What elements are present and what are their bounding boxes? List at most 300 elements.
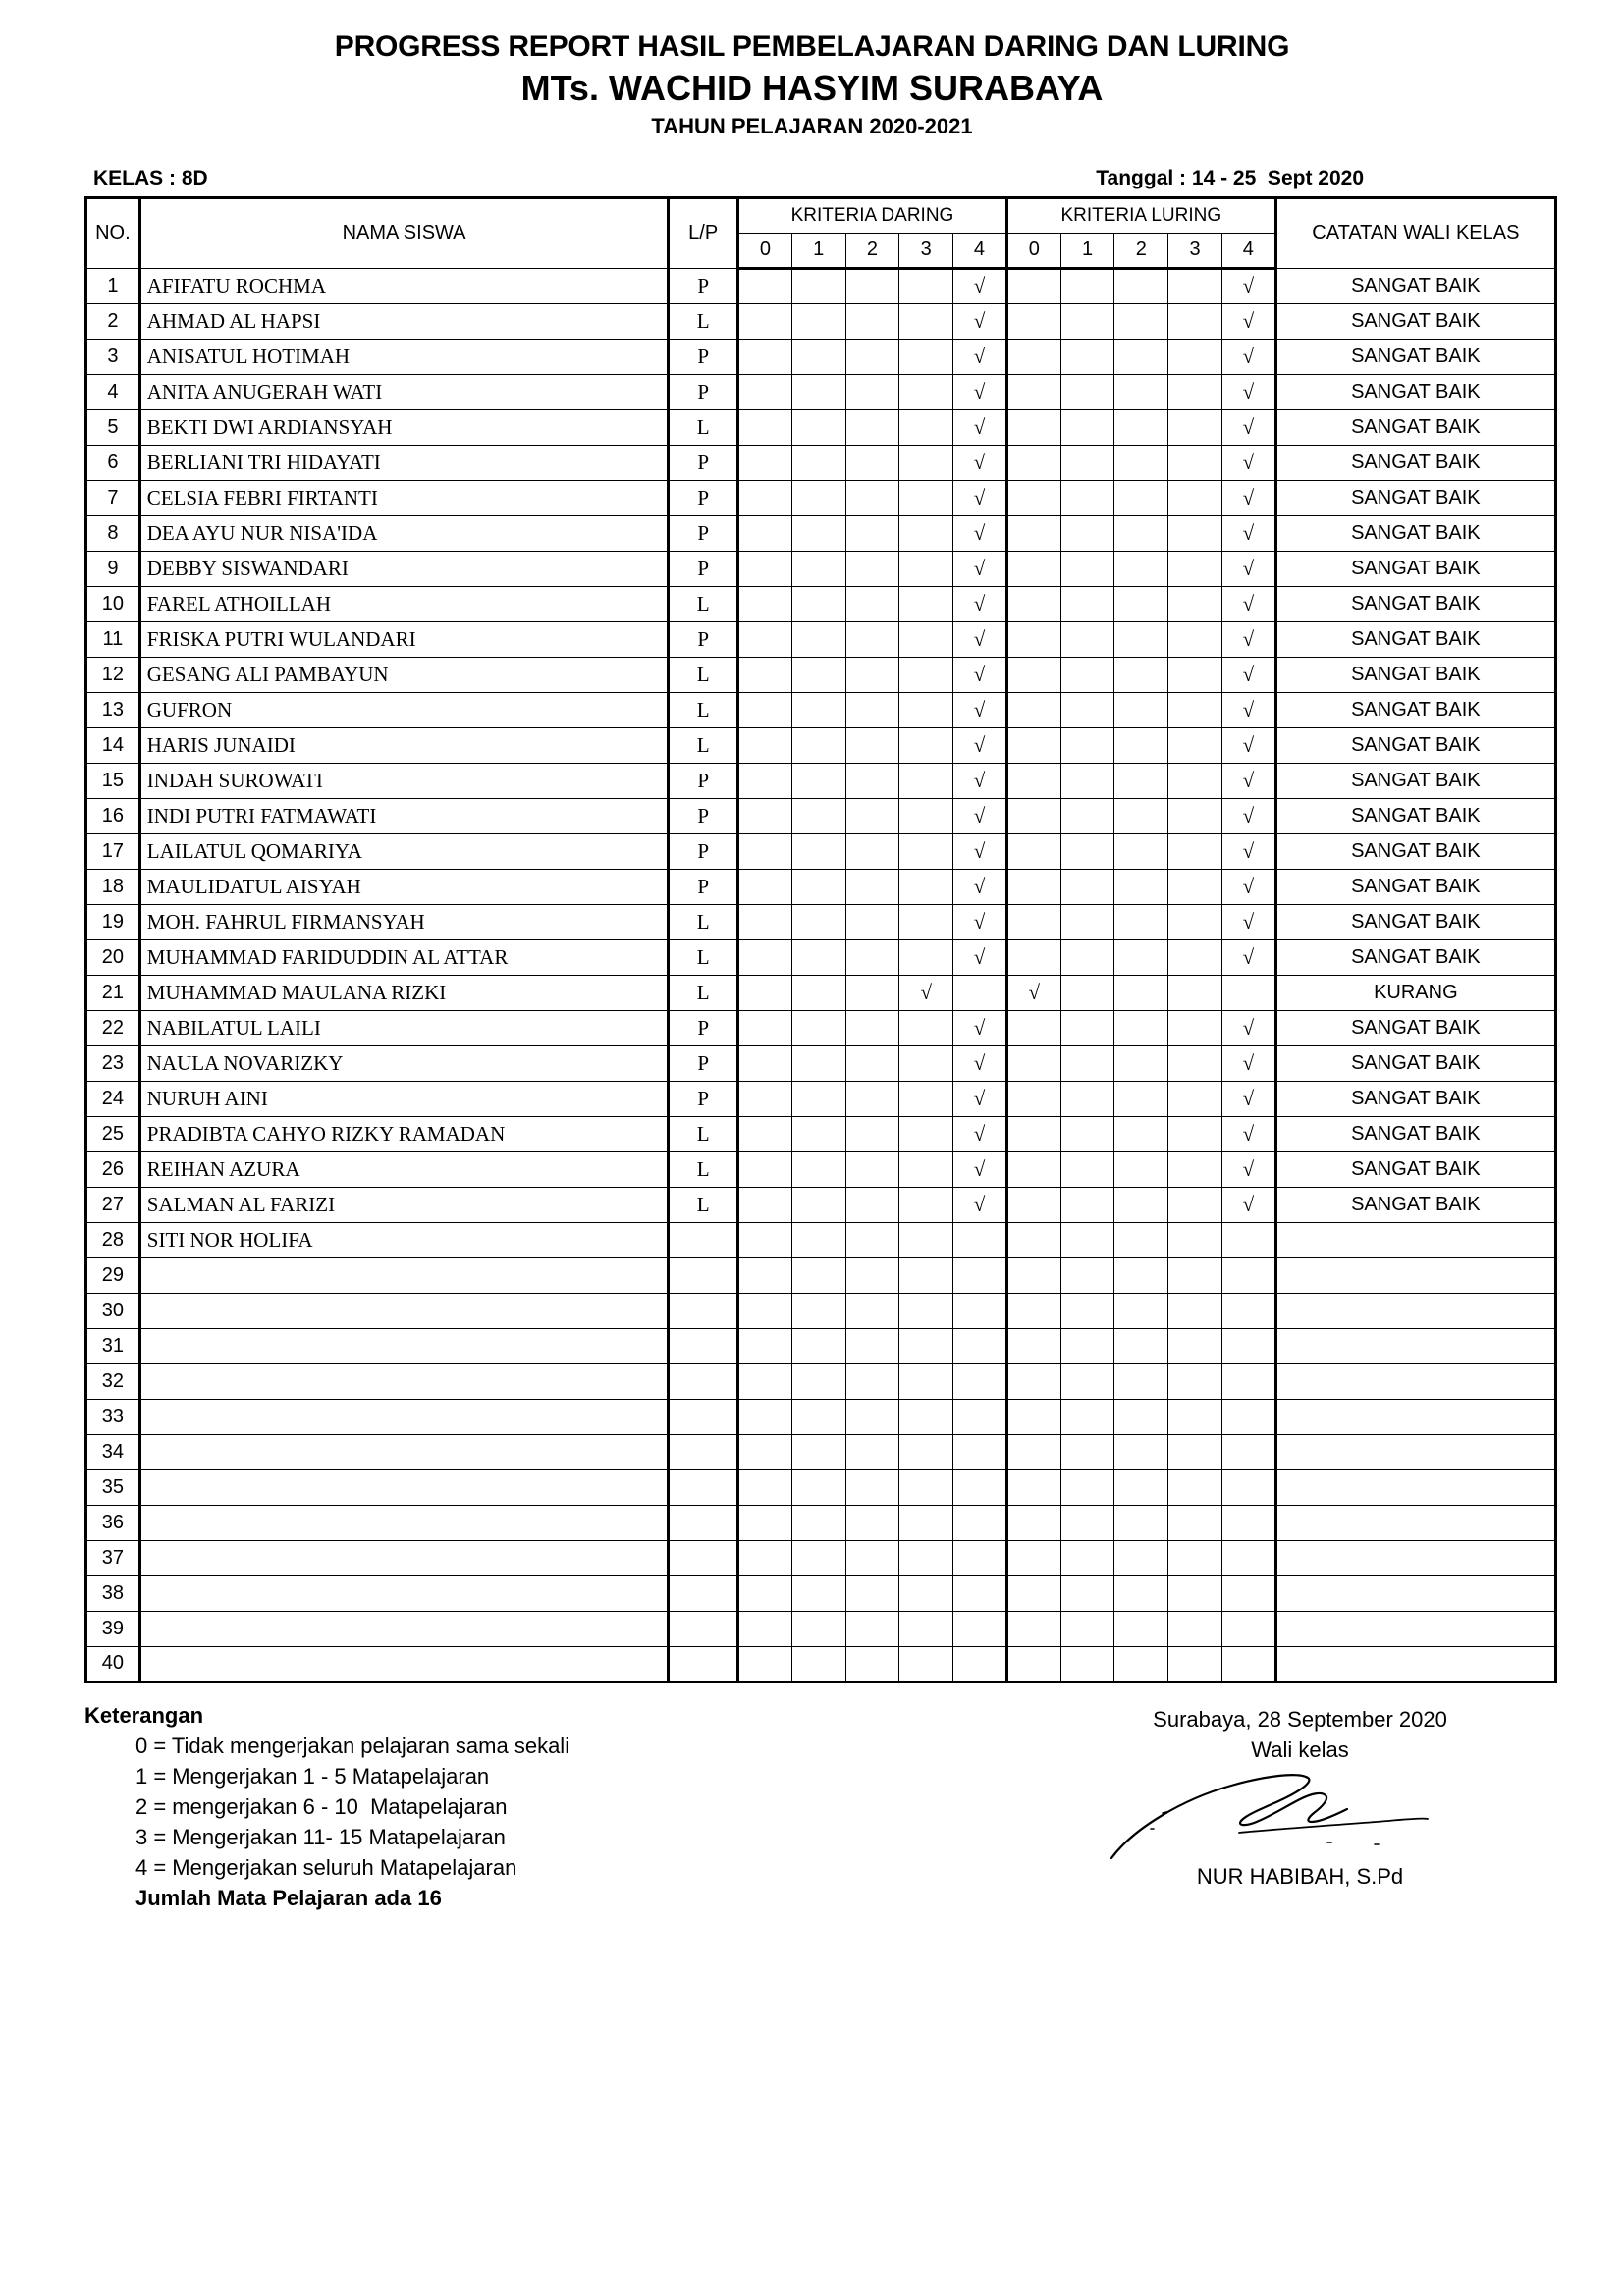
luring-cell-1[interactable] (1060, 1434, 1114, 1469)
luring-cell-4[interactable]: √ (1221, 339, 1275, 374)
luring-cell-2[interactable] (1114, 621, 1168, 657)
luring-cell-3[interactable] (1168, 1505, 1222, 1540)
daring-cell-3[interactable] (899, 798, 953, 833)
daring-cell-2[interactable] (845, 551, 899, 586)
daring-cell-2[interactable] (845, 1611, 899, 1646)
luring-cell-4[interactable]: √ (1221, 1010, 1275, 1045)
luring-cell-4[interactable] (1221, 1540, 1275, 1575)
daring-cell-2[interactable] (845, 1257, 899, 1293)
luring-cell-2[interactable] (1114, 763, 1168, 798)
luring-cell-2[interactable] (1114, 1505, 1168, 1540)
luring-cell-0[interactable] (1006, 480, 1060, 515)
daring-cell-2[interactable] (845, 833, 899, 869)
luring-cell-2[interactable] (1114, 480, 1168, 515)
luring-cell-4[interactable]: √ (1221, 586, 1275, 621)
daring-cell-3[interactable] (899, 1540, 953, 1575)
daring-cell-4[interactable]: √ (953, 1187, 1007, 1222)
daring-cell-1[interactable] (791, 1081, 845, 1116)
luring-cell-3[interactable] (1168, 1151, 1222, 1187)
luring-cell-0[interactable] (1006, 939, 1060, 975)
luring-cell-0[interactable] (1006, 1081, 1060, 1116)
daring-cell-3[interactable] (899, 692, 953, 727)
luring-cell-1[interactable] (1060, 1399, 1114, 1434)
luring-cell-2[interactable] (1114, 1187, 1168, 1222)
daring-cell-2[interactable] (845, 692, 899, 727)
daring-cell-4[interactable]: √ (953, 480, 1007, 515)
daring-cell-2[interactable] (845, 1293, 899, 1328)
daring-cell-1[interactable] (791, 904, 845, 939)
daring-cell-3[interactable]: √ (899, 975, 953, 1010)
luring-cell-3[interactable] (1168, 445, 1222, 480)
luring-cell-3[interactable] (1168, 1045, 1222, 1081)
luring-cell-4[interactable]: √ (1221, 445, 1275, 480)
daring-cell-1[interactable] (791, 692, 845, 727)
luring-cell-2[interactable] (1114, 1116, 1168, 1151)
luring-cell-2[interactable] (1114, 303, 1168, 339)
daring-cell-3[interactable] (899, 621, 953, 657)
luring-cell-0[interactable] (1006, 268, 1060, 303)
daring-cell-0[interactable] (738, 1646, 792, 1682)
luring-cell-1[interactable] (1060, 1045, 1114, 1081)
daring-cell-0[interactable] (738, 763, 792, 798)
luring-cell-4[interactable]: √ (1221, 763, 1275, 798)
luring-cell-2[interactable] (1114, 727, 1168, 763)
daring-cell-0[interactable] (738, 692, 792, 727)
luring-cell-3[interactable] (1168, 374, 1222, 409)
luring-cell-0[interactable] (1006, 303, 1060, 339)
daring-cell-4[interactable]: √ (953, 869, 1007, 904)
luring-cell-4[interactable] (1221, 1434, 1275, 1469)
luring-cell-2[interactable] (1114, 869, 1168, 904)
daring-cell-4[interactable]: √ (953, 374, 1007, 409)
daring-cell-1[interactable] (791, 515, 845, 551)
luring-cell-4[interactable]: √ (1221, 1151, 1275, 1187)
luring-cell-2[interactable] (1114, 1010, 1168, 1045)
luring-cell-1[interactable] (1060, 303, 1114, 339)
luring-cell-1[interactable] (1060, 904, 1114, 939)
luring-cell-3[interactable] (1168, 1646, 1222, 1682)
luring-cell-2[interactable] (1114, 1293, 1168, 1328)
daring-cell-3[interactable] (899, 727, 953, 763)
luring-cell-1[interactable] (1060, 586, 1114, 621)
luring-cell-4[interactable]: √ (1221, 1116, 1275, 1151)
daring-cell-2[interactable] (845, 939, 899, 975)
luring-cell-3[interactable] (1168, 1434, 1222, 1469)
luring-cell-1[interactable] (1060, 1222, 1114, 1257)
luring-cell-1[interactable] (1060, 975, 1114, 1010)
daring-cell-1[interactable] (791, 1575, 845, 1611)
daring-cell-1[interactable] (791, 1010, 845, 1045)
daring-cell-2[interactable] (845, 621, 899, 657)
daring-cell-1[interactable] (791, 339, 845, 374)
luring-cell-0[interactable] (1006, 1151, 1060, 1187)
daring-cell-1[interactable] (791, 551, 845, 586)
daring-cell-3[interactable] (899, 586, 953, 621)
luring-cell-4[interactable]: √ (1221, 268, 1275, 303)
daring-cell-0[interactable] (738, 1575, 792, 1611)
daring-cell-2[interactable] (845, 1222, 899, 1257)
daring-cell-3[interactable] (899, 1151, 953, 1187)
luring-cell-3[interactable] (1168, 1469, 1222, 1505)
daring-cell-3[interactable] (899, 1045, 953, 1081)
daring-cell-4[interactable] (953, 1540, 1007, 1575)
daring-cell-0[interactable] (738, 1363, 792, 1399)
luring-cell-2[interactable] (1114, 1045, 1168, 1081)
luring-cell-1[interactable] (1060, 1328, 1114, 1363)
luring-cell-0[interactable] (1006, 1116, 1060, 1151)
daring-cell-3[interactable] (899, 1222, 953, 1257)
luring-cell-3[interactable] (1168, 339, 1222, 374)
luring-cell-1[interactable] (1060, 1611, 1114, 1646)
daring-cell-2[interactable] (845, 1363, 899, 1399)
luring-cell-4[interactable] (1221, 1505, 1275, 1540)
daring-cell-4[interactable]: √ (953, 763, 1007, 798)
luring-cell-3[interactable] (1168, 939, 1222, 975)
daring-cell-1[interactable] (791, 409, 845, 445)
luring-cell-0[interactable] (1006, 869, 1060, 904)
luring-cell-4[interactable]: √ (1221, 551, 1275, 586)
luring-cell-2[interactable] (1114, 692, 1168, 727)
luring-cell-3[interactable] (1168, 833, 1222, 869)
luring-cell-4[interactable] (1221, 1257, 1275, 1293)
luring-cell-4[interactable]: √ (1221, 515, 1275, 551)
luring-cell-1[interactable] (1060, 1646, 1114, 1682)
luring-cell-4[interactable] (1221, 1646, 1275, 1682)
daring-cell-3[interactable] (899, 1611, 953, 1646)
daring-cell-4[interactable] (953, 1293, 1007, 1328)
luring-cell-3[interactable] (1168, 409, 1222, 445)
luring-cell-0[interactable] (1006, 586, 1060, 621)
luring-cell-0[interactable] (1006, 727, 1060, 763)
daring-cell-3[interactable] (899, 515, 953, 551)
daring-cell-1[interactable] (791, 939, 845, 975)
daring-cell-2[interactable] (845, 268, 899, 303)
daring-cell-3[interactable] (899, 1646, 953, 1682)
daring-cell-3[interactable] (899, 1399, 953, 1434)
luring-cell-1[interactable] (1060, 1469, 1114, 1505)
daring-cell-3[interactable] (899, 939, 953, 975)
luring-cell-3[interactable] (1168, 1222, 1222, 1257)
luring-cell-0[interactable] (1006, 1363, 1060, 1399)
luring-cell-2[interactable] (1114, 445, 1168, 480)
daring-cell-1[interactable] (791, 1646, 845, 1682)
luring-cell-1[interactable] (1060, 1257, 1114, 1293)
luring-cell-0[interactable]: √ (1006, 975, 1060, 1010)
daring-cell-0[interactable] (738, 445, 792, 480)
luring-cell-3[interactable] (1168, 763, 1222, 798)
daring-cell-1[interactable] (791, 1363, 845, 1399)
daring-cell-4[interactable]: √ (953, 445, 1007, 480)
luring-cell-4[interactable]: √ (1221, 1045, 1275, 1081)
daring-cell-4[interactable] (953, 1505, 1007, 1540)
luring-cell-0[interactable] (1006, 657, 1060, 692)
daring-cell-2[interactable] (845, 515, 899, 551)
daring-cell-3[interactable] (899, 445, 953, 480)
daring-cell-1[interactable] (791, 727, 845, 763)
luring-cell-1[interactable] (1060, 1010, 1114, 1045)
luring-cell-1[interactable] (1060, 1151, 1114, 1187)
luring-cell-3[interactable] (1168, 515, 1222, 551)
luring-cell-1[interactable] (1060, 268, 1114, 303)
daring-cell-4[interactable]: √ (953, 586, 1007, 621)
daring-cell-2[interactable] (845, 657, 899, 692)
daring-cell-1[interactable] (791, 833, 845, 869)
luring-cell-1[interactable] (1060, 480, 1114, 515)
daring-cell-1[interactable] (791, 763, 845, 798)
daring-cell-3[interactable] (899, 409, 953, 445)
luring-cell-4[interactable]: √ (1221, 1187, 1275, 1222)
daring-cell-2[interactable] (845, 727, 899, 763)
daring-cell-0[interactable] (738, 374, 792, 409)
daring-cell-4[interactable] (953, 1328, 1007, 1363)
luring-cell-3[interactable] (1168, 1575, 1222, 1611)
luring-cell-0[interactable] (1006, 1575, 1060, 1611)
daring-cell-1[interactable] (791, 1611, 845, 1646)
daring-cell-3[interactable] (899, 1363, 953, 1399)
daring-cell-0[interactable] (738, 1505, 792, 1540)
daring-cell-3[interactable] (899, 1187, 953, 1222)
daring-cell-0[interactable] (738, 1293, 792, 1328)
daring-cell-0[interactable] (738, 1399, 792, 1434)
luring-cell-4[interactable] (1221, 1328, 1275, 1363)
daring-cell-0[interactable] (738, 1611, 792, 1646)
daring-cell-4[interactable]: √ (953, 1151, 1007, 1187)
daring-cell-4[interactable] (953, 1399, 1007, 1434)
luring-cell-1[interactable] (1060, 1540, 1114, 1575)
daring-cell-0[interactable] (738, 1116, 792, 1151)
luring-cell-3[interactable] (1168, 869, 1222, 904)
luring-cell-3[interactable] (1168, 1293, 1222, 1328)
daring-cell-1[interactable] (791, 1469, 845, 1505)
luring-cell-3[interactable] (1168, 1116, 1222, 1151)
daring-cell-1[interactable] (791, 975, 845, 1010)
daring-cell-3[interactable] (899, 1010, 953, 1045)
luring-cell-3[interactable] (1168, 1010, 1222, 1045)
luring-cell-2[interactable] (1114, 833, 1168, 869)
luring-cell-3[interactable] (1168, 268, 1222, 303)
luring-cell-2[interactable] (1114, 339, 1168, 374)
luring-cell-0[interactable] (1006, 1611, 1060, 1646)
daring-cell-2[interactable] (845, 975, 899, 1010)
luring-cell-4[interactable]: √ (1221, 303, 1275, 339)
luring-cell-2[interactable] (1114, 975, 1168, 1010)
luring-cell-3[interactable] (1168, 480, 1222, 515)
luring-cell-3[interactable] (1168, 1328, 1222, 1363)
luring-cell-1[interactable] (1060, 798, 1114, 833)
luring-cell-1[interactable] (1060, 374, 1114, 409)
luring-cell-1[interactable] (1060, 763, 1114, 798)
daring-cell-2[interactable] (845, 1399, 899, 1434)
luring-cell-3[interactable] (1168, 1081, 1222, 1116)
luring-cell-1[interactable] (1060, 1363, 1114, 1399)
luring-cell-0[interactable] (1006, 1187, 1060, 1222)
luring-cell-2[interactable] (1114, 1611, 1168, 1646)
daring-cell-4[interactable]: √ (953, 727, 1007, 763)
daring-cell-2[interactable] (845, 1116, 899, 1151)
daring-cell-1[interactable] (791, 1151, 845, 1187)
luring-cell-2[interactable] (1114, 515, 1168, 551)
luring-cell-0[interactable] (1006, 515, 1060, 551)
luring-cell-4[interactable] (1221, 975, 1275, 1010)
daring-cell-2[interactable] (845, 904, 899, 939)
daring-cell-2[interactable] (845, 445, 899, 480)
luring-cell-2[interactable] (1114, 1363, 1168, 1399)
luring-cell-0[interactable] (1006, 1045, 1060, 1081)
luring-cell-4[interactable] (1221, 1222, 1275, 1257)
daring-cell-3[interactable] (899, 1257, 953, 1293)
daring-cell-4[interactable] (953, 1469, 1007, 1505)
luring-cell-4[interactable] (1221, 1469, 1275, 1505)
luring-cell-1[interactable] (1060, 515, 1114, 551)
luring-cell-3[interactable] (1168, 1187, 1222, 1222)
luring-cell-2[interactable] (1114, 1575, 1168, 1611)
daring-cell-0[interactable] (738, 727, 792, 763)
daring-cell-3[interactable] (899, 303, 953, 339)
daring-cell-2[interactable] (845, 869, 899, 904)
luring-cell-3[interactable] (1168, 904, 1222, 939)
daring-cell-1[interactable] (791, 1045, 845, 1081)
daring-cell-2[interactable] (845, 409, 899, 445)
daring-cell-3[interactable] (899, 339, 953, 374)
luring-cell-0[interactable] (1006, 904, 1060, 939)
daring-cell-0[interactable] (738, 1010, 792, 1045)
daring-cell-4[interactable]: √ (953, 551, 1007, 586)
luring-cell-4[interactable]: √ (1221, 798, 1275, 833)
luring-cell-1[interactable] (1060, 692, 1114, 727)
daring-cell-0[interactable] (738, 1045, 792, 1081)
daring-cell-1[interactable] (791, 1116, 845, 1151)
daring-cell-1[interactable] (791, 798, 845, 833)
luring-cell-1[interactable] (1060, 939, 1114, 975)
daring-cell-3[interactable] (899, 1081, 953, 1116)
daring-cell-3[interactable] (899, 374, 953, 409)
daring-cell-2[interactable] (845, 480, 899, 515)
daring-cell-3[interactable] (899, 833, 953, 869)
daring-cell-2[interactable] (845, 798, 899, 833)
daring-cell-0[interactable] (738, 939, 792, 975)
daring-cell-0[interactable] (738, 1328, 792, 1363)
daring-cell-1[interactable] (791, 1399, 845, 1434)
luring-cell-3[interactable] (1168, 1399, 1222, 1434)
daring-cell-1[interactable] (791, 1540, 845, 1575)
luring-cell-2[interactable] (1114, 1328, 1168, 1363)
daring-cell-4[interactable]: √ (953, 1116, 1007, 1151)
daring-cell-2[interactable] (845, 1505, 899, 1540)
daring-cell-3[interactable] (899, 480, 953, 515)
luring-cell-3[interactable] (1168, 798, 1222, 833)
daring-cell-0[interactable] (738, 869, 792, 904)
daring-cell-1[interactable] (791, 1257, 845, 1293)
daring-cell-3[interactable] (899, 1434, 953, 1469)
luring-cell-1[interactable] (1060, 1116, 1114, 1151)
daring-cell-4[interactable]: √ (953, 303, 1007, 339)
daring-cell-2[interactable] (845, 1081, 899, 1116)
luring-cell-0[interactable] (1006, 1222, 1060, 1257)
daring-cell-1[interactable] (791, 621, 845, 657)
luring-cell-1[interactable] (1060, 409, 1114, 445)
daring-cell-2[interactable] (845, 1469, 899, 1505)
daring-cell-1[interactable] (791, 1222, 845, 1257)
luring-cell-0[interactable] (1006, 763, 1060, 798)
daring-cell-4[interactable] (953, 1363, 1007, 1399)
daring-cell-1[interactable] (791, 480, 845, 515)
luring-cell-3[interactable] (1168, 1363, 1222, 1399)
daring-cell-0[interactable] (738, 1081, 792, 1116)
daring-cell-0[interactable] (738, 1222, 792, 1257)
luring-cell-2[interactable] (1114, 409, 1168, 445)
daring-cell-1[interactable] (791, 869, 845, 904)
luring-cell-0[interactable] (1006, 551, 1060, 586)
luring-cell-0[interactable] (1006, 621, 1060, 657)
daring-cell-4[interactable]: √ (953, 339, 1007, 374)
luring-cell-3[interactable] (1168, 586, 1222, 621)
luring-cell-3[interactable] (1168, 1540, 1222, 1575)
daring-cell-2[interactable] (845, 1434, 899, 1469)
daring-cell-0[interactable] (738, 1257, 792, 1293)
luring-cell-3[interactable] (1168, 727, 1222, 763)
daring-cell-2[interactable] (845, 1045, 899, 1081)
daring-cell-4[interactable] (953, 1646, 1007, 1682)
daring-cell-4[interactable]: √ (953, 692, 1007, 727)
daring-cell-3[interactable] (899, 1293, 953, 1328)
daring-cell-2[interactable] (845, 1328, 899, 1363)
luring-cell-4[interactable] (1221, 1399, 1275, 1434)
daring-cell-0[interactable] (738, 268, 792, 303)
daring-cell-2[interactable] (845, 1187, 899, 1222)
daring-cell-2[interactable] (845, 763, 899, 798)
daring-cell-4[interactable] (953, 975, 1007, 1010)
luring-cell-1[interactable] (1060, 621, 1114, 657)
luring-cell-1[interactable] (1060, 445, 1114, 480)
daring-cell-4[interactable]: √ (953, 904, 1007, 939)
daring-cell-1[interactable] (791, 1434, 845, 1469)
daring-cell-0[interactable] (738, 975, 792, 1010)
luring-cell-2[interactable] (1114, 939, 1168, 975)
daring-cell-2[interactable] (845, 1540, 899, 1575)
daring-cell-4[interactable]: √ (953, 1081, 1007, 1116)
luring-cell-2[interactable] (1114, 551, 1168, 586)
daring-cell-1[interactable] (791, 657, 845, 692)
daring-cell-3[interactable] (899, 1469, 953, 1505)
daring-cell-2[interactable] (845, 1646, 899, 1682)
luring-cell-4[interactable] (1221, 1611, 1275, 1646)
daring-cell-3[interactable] (899, 1575, 953, 1611)
luring-cell-4[interactable]: √ (1221, 904, 1275, 939)
daring-cell-2[interactable] (845, 303, 899, 339)
luring-cell-4[interactable]: √ (1221, 374, 1275, 409)
luring-cell-0[interactable] (1006, 1293, 1060, 1328)
daring-cell-4[interactable]: √ (953, 515, 1007, 551)
luring-cell-0[interactable] (1006, 1328, 1060, 1363)
daring-cell-1[interactable] (791, 1187, 845, 1222)
luring-cell-0[interactable] (1006, 692, 1060, 727)
daring-cell-4[interactable]: √ (953, 1045, 1007, 1081)
luring-cell-3[interactable] (1168, 621, 1222, 657)
luring-cell-1[interactable] (1060, 727, 1114, 763)
daring-cell-0[interactable] (738, 586, 792, 621)
daring-cell-4[interactable]: √ (953, 409, 1007, 445)
luring-cell-4[interactable]: √ (1221, 692, 1275, 727)
luring-cell-0[interactable] (1006, 798, 1060, 833)
daring-cell-4[interactable] (953, 1611, 1007, 1646)
daring-cell-0[interactable] (738, 515, 792, 551)
daring-cell-1[interactable] (791, 303, 845, 339)
luring-cell-4[interactable]: √ (1221, 727, 1275, 763)
luring-cell-0[interactable] (1006, 1257, 1060, 1293)
luring-cell-2[interactable] (1114, 1151, 1168, 1187)
luring-cell-1[interactable] (1060, 339, 1114, 374)
daring-cell-4[interactable]: √ (953, 657, 1007, 692)
